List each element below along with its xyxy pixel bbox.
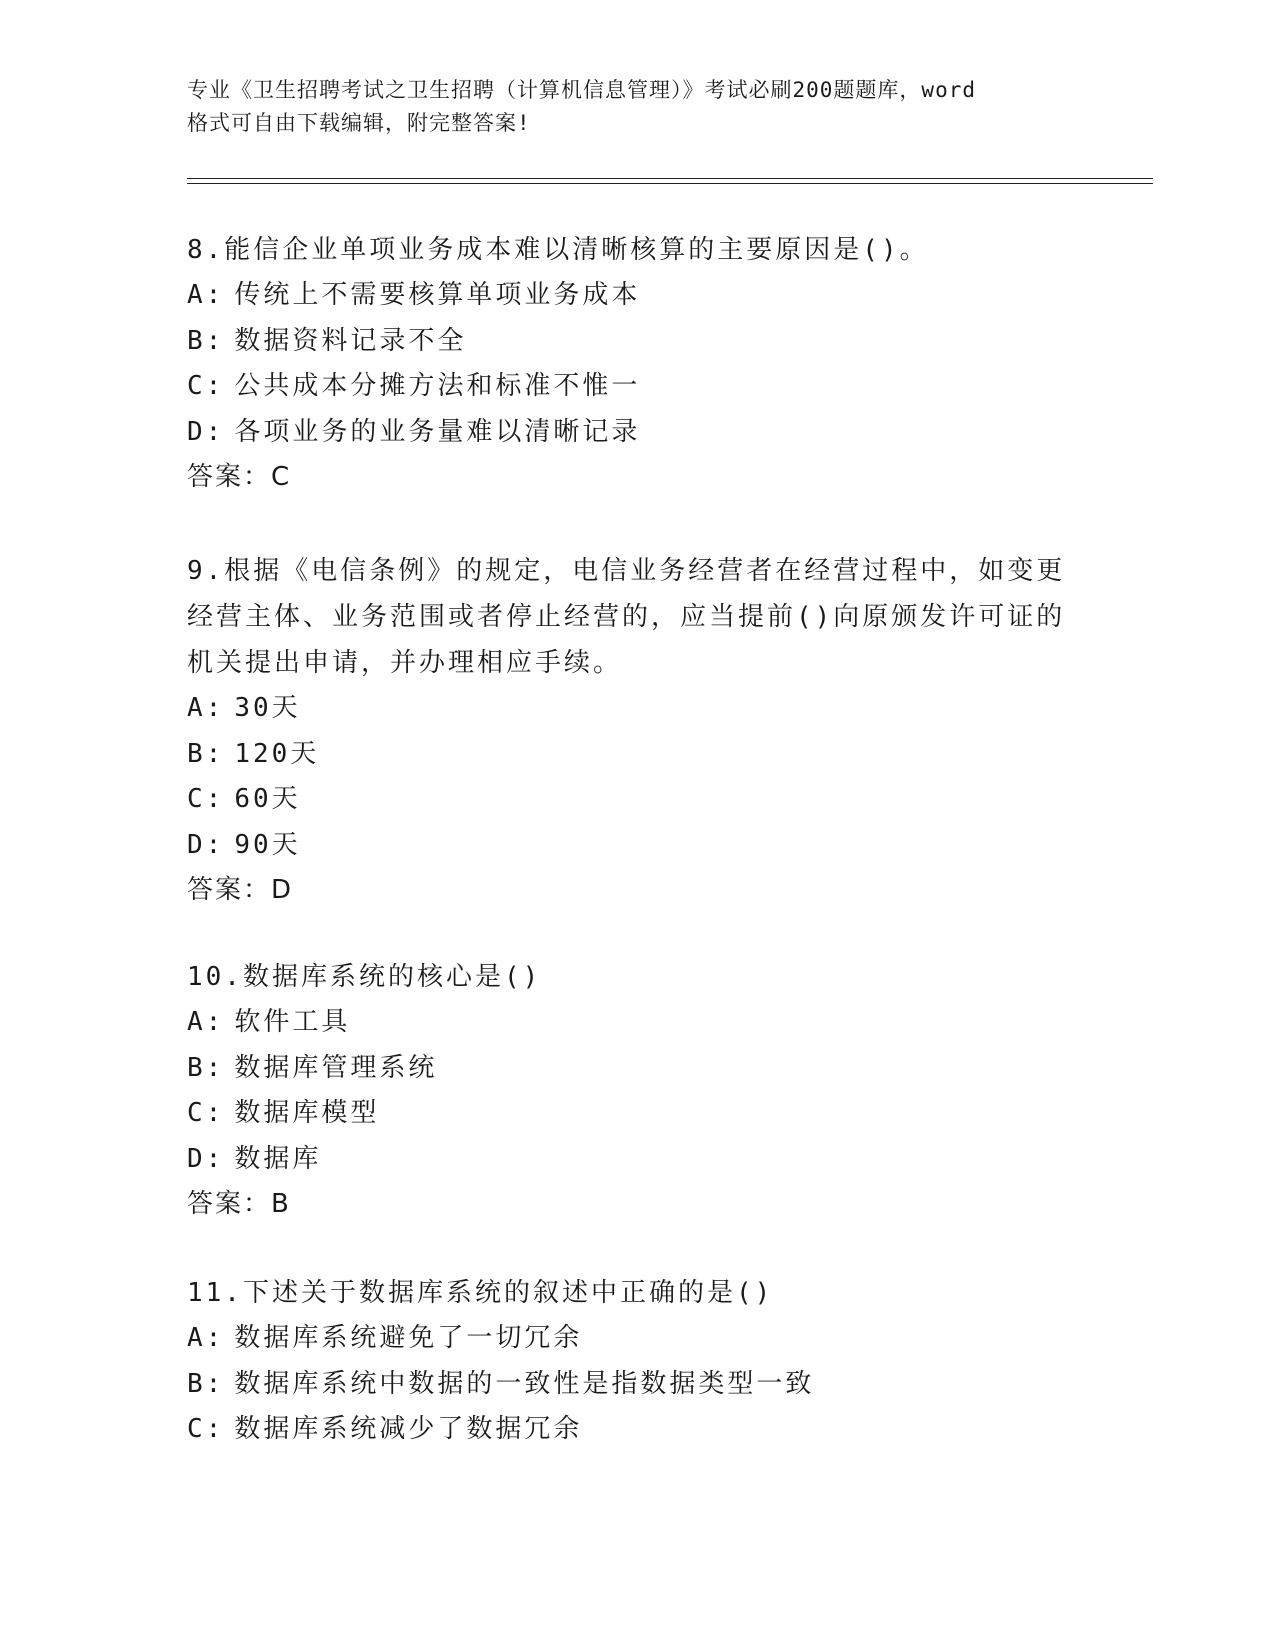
option-key: A:	[187, 1323, 225, 1353]
option-key: B:	[187, 1368, 225, 1399]
document-header	[187, 74, 1087, 140]
option-text: 数据库	[234, 1143, 322, 1174]
option-key: C:	[187, 784, 225, 814]
option-c	[187, 1407, 1087, 1453]
question-text-line: 9.根据《电信条例》的规定，电信业务经营者在经营过程中，如变更	[187, 556, 1066, 586]
option-key: D:	[187, 416, 225, 447]
option-text: 数据库系统避免了一切冗余	[234, 1323, 583, 1353]
answer: 答案：D	[187, 875, 294, 905]
option-text: 传统上不需要核算单项业务成本	[234, 280, 641, 310]
option-text: 60天	[234, 784, 301, 814]
option-b	[187, 1362, 1087, 1408]
option-a	[187, 273, 1087, 319]
option-text: 120天	[234, 738, 320, 769]
option-d	[187, 823, 1087, 869]
question-10	[187, 954, 1087, 1228]
option-key: A:	[187, 693, 225, 723]
option-key: C:	[187, 1414, 225, 1444]
option-c	[187, 364, 1087, 410]
option-key: B:	[187, 1052, 225, 1083]
option-text: 各项业务的业务量难以清晰记录	[234, 416, 641, 447]
option-key: D:	[187, 829, 225, 860]
question-text-line: 机关提出申请，并办理相应手续。	[187, 648, 623, 678]
option-a	[187, 686, 1087, 732]
option-c	[187, 1091, 1087, 1137]
option-c	[187, 777, 1087, 823]
option-key: C:	[187, 371, 225, 401]
header-rule-top	[187, 178, 1153, 179]
option-key: A:	[187, 280, 225, 310]
option-text: 数据库管理系统	[234, 1052, 438, 1083]
answer: 答案：C	[187, 462, 292, 492]
answer: 答案：B	[187, 1189, 291, 1219]
option-text: 数据库系统减少了数据冗余	[234, 1414, 583, 1444]
option-key: B:	[187, 738, 225, 769]
header-line-2: 格式可自由下载编辑，附完整答案!	[187, 111, 531, 135]
header-line-1: 专业《卫生招聘考试之卫生招聘（计算机信息管理）》考试必刷200题题库，word	[187, 78, 976, 102]
question-text-line: 10.数据库系统的核心是()	[187, 962, 542, 992]
option-a	[187, 1316, 1087, 1362]
question-11	[187, 1270, 1087, 1453]
option-text: 数据库系统中数据的一致性是指数据类型一致	[234, 1368, 815, 1399]
question-text-line: 经营主体、业务范围或者停止经营的，应当提前()向原颁发许可证的	[187, 602, 1066, 632]
option-d	[187, 410, 1087, 456]
option-b	[187, 319, 1087, 365]
option-text: 数据库模型	[234, 1098, 380, 1128]
option-text: 数据资料记录不全	[234, 325, 467, 356]
option-text: 30天	[234, 693, 301, 723]
option-b	[187, 1046, 1087, 1092]
option-d	[187, 1137, 1087, 1183]
option-text: 软件工具	[234, 1007, 351, 1037]
option-key: C:	[187, 1098, 225, 1128]
option-b	[187, 732, 1087, 778]
question-8	[187, 227, 1087, 501]
option-a	[187, 1000, 1087, 1046]
option-key: A:	[187, 1007, 225, 1037]
option-key: B:	[187, 325, 225, 356]
question-text-line: 11.下述关于数据库系统的叙述中正确的是()	[187, 1278, 774, 1308]
header-rule-bottom	[187, 183, 1153, 184]
option-key: D:	[187, 1143, 225, 1174]
option-text: 90天	[234, 829, 301, 860]
option-text: 公共成本分摊方法和标准不惟一	[234, 371, 641, 401]
question-9	[187, 548, 1087, 914]
question-text-line: 8.能信企业单项业务成本难以清晰核算的主要原因是()。	[187, 235, 929, 265]
